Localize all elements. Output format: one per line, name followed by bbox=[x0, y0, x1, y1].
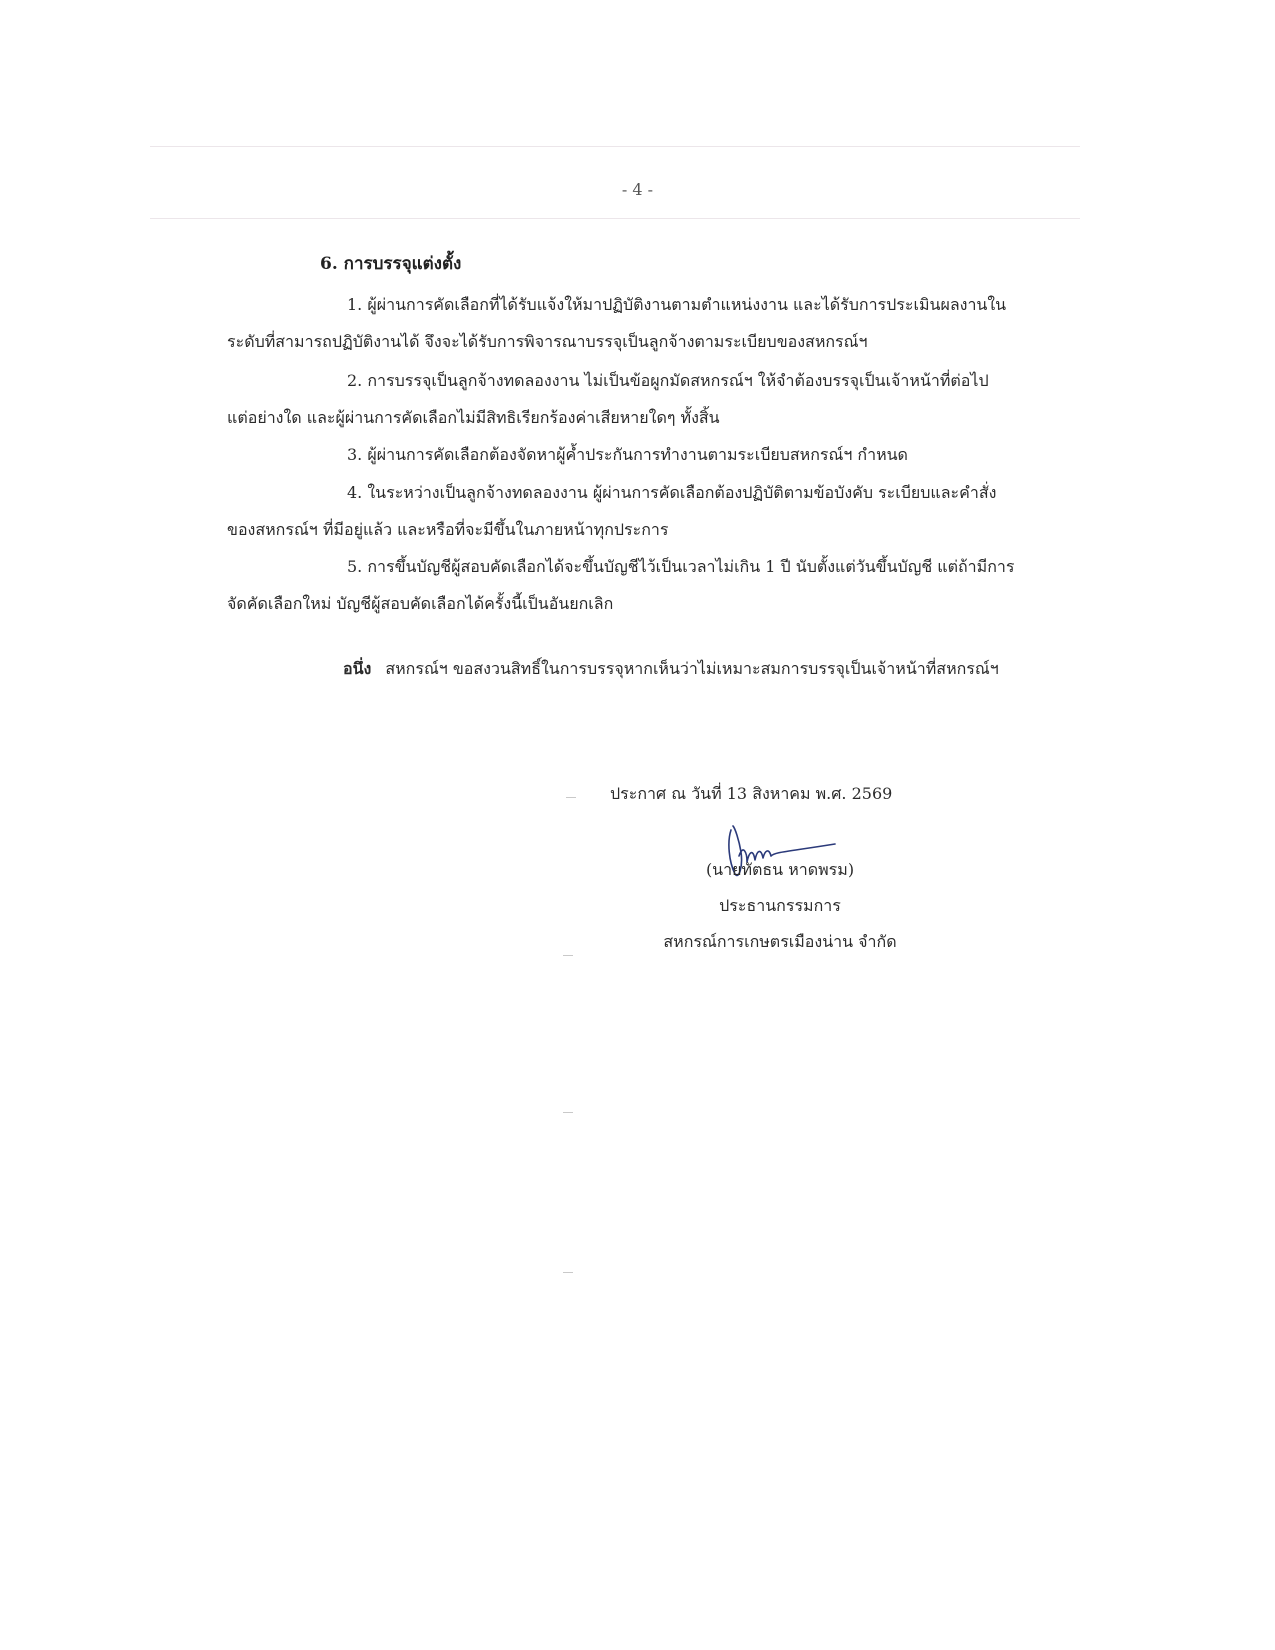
list-item bbox=[227, 474, 997, 548]
item-line: ระดับที่สามารถปฏิบัติงานได้ จึงจะได้รับการพิจารณาบรรจุเป็นลูกจ้างตามระเบียบของสหกรณ์ฯ bbox=[227, 332, 868, 351]
page-number: - 4 - bbox=[621, 180, 654, 199]
announcement-date: ประกาศ ณ วันที่ 13 สิงหาคม พ.ศ. 2569 bbox=[610, 784, 893, 803]
list-item bbox=[227, 362, 997, 436]
section-heading: 6. การบรรจุแต่งตั้ง bbox=[320, 254, 462, 274]
scan-speck bbox=[563, 955, 573, 956]
item-line: จัดคัดเลือกใหม่ บัญชีผู้สอบคัดเลือกได้ครั้งนี้เป็นอันยกเลิก bbox=[227, 594, 614, 613]
note-text: สหกรณ์ฯ ขอสงวนสิทธิ์ในการบรรจุหากเห็นว่าไม่เหมาะสมการบรรจุเป็นเจ้าหน้าที่สหกรณ์ฯ bbox=[385, 659, 999, 678]
scan-speck bbox=[563, 1272, 573, 1273]
signer-name: (นายทัตธน หาดพรม) bbox=[705, 860, 855, 879]
scan-speck bbox=[566, 797, 576, 798]
item-line: แต่อย่างใด และผู้ผ่านการคัดเลือกไม่มีสิทธิเรียกร้องค่าเสียหายใดๆ ทั้งสิ้น bbox=[227, 408, 720, 427]
scan-artifact-line bbox=[150, 218, 1080, 219]
signer-title: ประธานกรรมการ bbox=[719, 896, 841, 915]
item-line: 3. ผู้ผ่านการคัดเลือกต้องจัดหาผู้ค้ำประกันการทำงานตามระเบียบสหกรณ์ฯ กำหนด bbox=[347, 445, 908, 464]
organization-name: สหกรณ์การเกษตรเมืองน่าน จำกัด bbox=[663, 932, 897, 951]
item-line: 5. การขึ้นบัญชีผู้สอบคัดเลือกได้จะขึ้นบัญชีไว้เป็นเวลาไม่เกิน 1 ปี นับตั้งแต่วันขึ้นบัญชี แต่ถ้ามีการ bbox=[347, 557, 1015, 576]
item-line: ของสหกรณ์ฯ ที่มีอยู่แล้ว และหรือที่จะมีขึ้นในภายหน้าทุกประการ bbox=[227, 520, 669, 539]
scan-artifact-line bbox=[150, 146, 1080, 147]
reservation-note bbox=[343, 657, 999, 682]
list-item bbox=[227, 548, 1015, 622]
item-line: 1. ผู้ผ่านการคัดเลือกที่ได้รับแจ้งให้มาปฏิบัติงานตามตำแหน่งงาน และได้รับการประเมินผลงานใน bbox=[347, 295, 1007, 314]
list-item bbox=[227, 286, 1007, 360]
item-line: 2. การบรรจุเป็นลูกจ้างทดลองงาน ไม่เป็นข้อผูกมัดสหกรณ์ฯ ให้จำต้องบรรจุเป็นเจ้าหน้าที่ต่อไป bbox=[347, 371, 989, 390]
note-lead: อนึ่ง bbox=[343, 659, 372, 678]
item-line: 4. ในระหว่างเป็นลูกจ้างทดลองงาน ผู้ผ่านการคัดเลือกต้องปฏิบัติตามข้อบังคับ ระเบียบและคำสั่ง bbox=[347, 483, 997, 502]
list-item bbox=[227, 436, 997, 473]
scan-speck bbox=[563, 1112, 573, 1113]
